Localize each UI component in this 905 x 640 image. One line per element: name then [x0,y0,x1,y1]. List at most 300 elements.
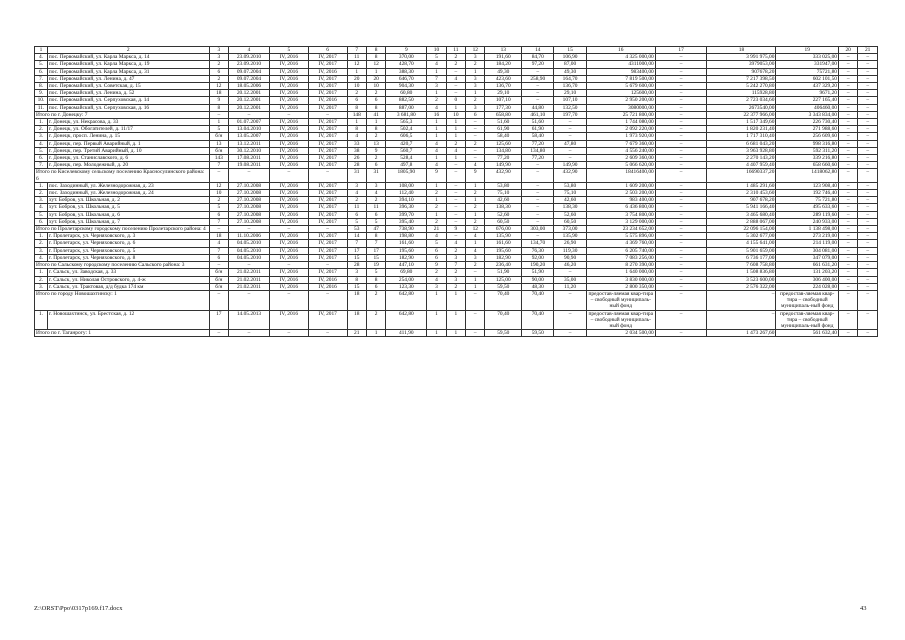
table-cell: – [858,140,878,147]
column-number: 10 [427,47,446,54]
table-cell: 60,80 [386,90,427,97]
table-row [35,182,878,189]
table-cell: 12 [209,83,228,90]
table-cell: 10. [35,97,48,104]
table-cell: 164,70 [554,75,586,82]
table-cell: 9 [446,226,465,233]
table-cell: 2. [35,190,48,197]
table-cell: – [858,162,878,169]
table-cell: 161,60 [485,240,522,247]
table-cell: 3080000,00 [586,104,655,111]
table-cell: 1 [466,276,485,283]
table-cell: IV, 2016 [308,283,347,290]
table-cell: 15 [366,254,385,261]
table-cell: – [655,197,707,204]
table-cell: 2 [347,90,366,97]
table-cell: – [858,182,878,189]
table-cell: 2 [466,97,485,104]
table-cell: 2 310 453,60 [707,190,776,197]
table-cell: 7 [366,240,385,247]
table-cell: 7. [35,75,48,82]
table-cell: 28 [347,162,366,169]
table-cell: – [655,290,707,310]
table-cell: 87,00 [554,61,586,68]
table-cell: 4 556 240,00 [586,147,655,154]
address-cell: пос. Первомайский, ул. Серпуховская, д. 16 [47,104,209,111]
table-row [35,147,878,154]
table-cell: 907 678,20 [707,197,776,204]
table-cell: 177,30 [485,104,522,111]
table-cell: 428,70 [386,61,427,68]
table-cell: IV, 2016 [269,75,308,82]
table-cell: 1 [427,68,446,75]
table-cell: 7 [347,240,366,247]
table-cell: 1 [466,240,485,247]
table-cell: 6 [466,111,485,118]
table-cell: 3 [466,254,485,261]
table-cell: 6 [209,211,228,218]
table-cell: – [838,240,857,247]
table-cell: 1418062,80 [776,169,839,182]
table-cell: – [522,97,554,104]
table-cell: 44,80 [522,104,554,111]
table-cell: – [838,54,857,61]
table-cell: 2 503 200,00 [586,190,655,197]
table-cell: 7 [446,262,465,269]
table-cell: – [858,126,878,133]
table-cell: IV, 2017 [308,54,347,61]
table-cell: 17 [366,247,385,254]
table-cell: 339 216,80 [776,155,839,162]
table-row [35,254,878,261]
table-cell: – [838,126,857,133]
table-cell: 1 640 000,00 [586,269,655,276]
table-cell: – [229,330,270,337]
table-cell: IV, 2017 [308,310,347,330]
table-cell: 5 901 659,00 [707,247,776,254]
table-cell: 60,50 [554,218,586,225]
table-cell: – [858,276,878,283]
column-number: 6 [308,47,347,54]
table-cell: IV, 2017 [308,162,347,169]
table-cell: – [446,169,465,182]
table-cell: IV, 2016 [269,269,308,276]
table-cell: 4 [466,233,485,240]
table-cell: – [655,226,707,233]
table-cell: 31 [347,169,366,182]
table-cell: – [209,262,228,269]
table-cell: 4311000,00 [586,61,655,68]
table-cell: 592 311,20 [776,147,839,154]
column-number: 19 [776,47,839,54]
table-cell: 11 [366,204,385,211]
table-cell: 4 [427,104,446,111]
table-cell: 642,80 [386,290,427,310]
table-cell: 423,60 [485,75,522,82]
table-cell: 6. [35,218,48,225]
table-cell: 2 [366,290,385,310]
table-cell: – [655,140,707,147]
table-cell: 29,10 [485,90,522,97]
table-cell: IV, 2016 [269,119,308,126]
subtotal-row [35,226,878,233]
table-cell: IV, 2016 [269,126,308,133]
table-cell: 7 [209,247,228,254]
table-cell: 4 [446,75,465,82]
table-cell: 04.05.2010 [229,247,270,254]
table-cell: 13 [366,140,385,147]
table-cell: 1 [366,68,385,75]
table-cell: 21 [427,226,446,233]
table-cell: 1 [427,155,446,162]
table-cell: – [655,90,707,97]
table-cell: 7 608 758,80 [707,262,776,269]
table-cell: 3 [466,54,485,61]
table-cell: IV, 2017 [308,119,347,126]
page-number: 43 [860,605,867,612]
table-cell: 2 [427,269,446,276]
table-cell: – [466,133,485,140]
table-cell: 161,60 [386,240,427,247]
column-number: 8 [366,47,385,54]
table-cell: 53,80 [554,182,586,189]
table-cell: – [838,197,857,204]
table-cell: 77,20 [522,155,554,162]
table-cell: 432,90 [485,169,522,182]
table-cell: 13.12.2011 [229,140,270,147]
table-cell: 21.02.2011 [229,269,270,276]
table-cell: 182,90 [386,254,427,261]
table-cell: – [269,290,308,310]
table-cell: 192 746,40 [776,190,839,197]
table-cell: 108,00 [386,182,427,189]
table-cell: 12 [466,226,485,233]
subtotal-label: Итого по Пролетарскому городскому поселению Пролетарского района: 4 [35,226,210,233]
table-cell: IV, 2017 [308,90,347,97]
table-cell: 256 609,60 [776,133,839,140]
table-cell: IV, 2017 [308,204,347,211]
table-cell: – [446,162,465,169]
table-cell: 3. [35,197,48,204]
table-cell: – [308,290,347,310]
table-cell: 1 [366,119,385,126]
table-cell: 6 [427,247,446,254]
table-cell: 7 [209,162,228,169]
table-cell: 4 [446,240,465,247]
table-cell: – [858,111,878,118]
table-cell: 3 [366,182,385,189]
table-cell: 4 [366,190,385,197]
table-row [35,211,878,218]
table-cell: 9 [466,169,485,182]
table-cell: – [838,211,857,218]
address-cell: пос. Первомайский, ул. Серпуховская, д. 14 [47,97,209,104]
table-cell: – [655,211,707,218]
table-cell: 22 377 966,00 [707,111,776,118]
table-cell: 4 [427,61,446,68]
column-number: 16 [586,47,655,54]
table-cell: – [308,226,347,233]
table-cell: IV, 2016 [269,104,308,111]
table-cell: 112,40 [386,190,427,197]
table-cell: – [858,254,878,261]
table-cell: 26,90 [554,240,586,247]
table-cell: 70,40 [522,310,554,330]
table-cell: 373,00 [554,226,586,233]
table-cell: 123 908,40 [776,182,839,189]
table-cell: 1. [35,310,48,330]
table-cell: – [838,204,857,211]
table-cell: – [466,147,485,154]
table-cell: 1 [446,119,465,126]
table-cell: 46,20 [554,262,586,269]
table-cell: 4 [427,162,446,169]
table-cell: 119,30 [554,247,586,254]
address-cell: г. Донецк, пер. Первый Аварийный, д. 1 [47,140,209,147]
table-cell: 15 [347,254,366,261]
address-cell: г. Донецк, ул. Некрасова, д. 33 [47,119,209,126]
table-cell: – [838,233,857,240]
table-cell: 4 [427,233,446,240]
table-cell: 2 [427,190,446,197]
table-cell: 2 [427,97,446,104]
table-cell: IV, 2017 [308,140,347,147]
table-cell: 676,00 [485,226,522,233]
table-cell: – [522,190,554,197]
table-cell: 8 270 390,00 [586,262,655,269]
table-cell: – [838,147,857,154]
table-cell: 2 [446,140,465,147]
table-cell: IV, 2016 [269,83,308,90]
table-cell: б/н [209,276,228,283]
table-cell: – [838,155,857,162]
table-cell: 5 [209,204,228,211]
table-row [35,218,878,225]
column-number: 14 [522,47,554,54]
address-cell: хут. Бобров, ул. Школьная, д. 7 [47,218,209,225]
table-cell: IV, 2016 [269,204,308,211]
table-cell: – [838,97,857,104]
table-cell: – [229,111,270,118]
table-cell: 30.12.2010 [229,147,270,154]
table-cell: 149,90 [485,162,522,169]
table-cell: – [229,262,270,269]
table-cell: 53 [347,226,366,233]
table-cell: – [655,97,707,104]
table-cell: 437 329,20 [776,83,839,90]
table-cell: 8 [347,276,366,283]
table-cell: 560,7 [386,147,427,154]
table-cell: – [655,310,707,330]
table-cell: 447,10 [386,262,427,269]
table-cell: 502,4 [386,126,427,133]
table-row [35,269,878,276]
table-cell: 4 [427,276,446,283]
table-cell: IV, 2017 [308,211,347,218]
table-cell: – [308,169,347,182]
table-cell: – [858,75,878,82]
table-cell: 27.10.2008 [229,204,270,211]
table-cell: 23.09.2010 [229,61,270,68]
table-cell: 134,70 [522,240,554,247]
table-cell: – [858,262,878,269]
table-cell: – [466,269,485,276]
address-cell: пос. Заходинный, ул. Железнодорожная, д. 23 [47,182,209,189]
column-number: 3 [209,47,228,54]
table-cell: 2 [427,204,446,211]
table-cell: – [522,162,554,169]
table-cell: 432,90 [554,169,586,182]
table-cell: IV, 2017 [308,61,347,68]
table-cell: – [554,155,586,162]
table-cell: IV, 2016 [308,68,347,75]
table-cell: – [838,140,857,147]
table-cell: 7 083 256,00 [586,254,655,261]
table-cell: 2 609 360,00 [586,155,655,162]
table-cell: 1 [466,68,485,75]
table-cell: IV, 2017 [308,147,347,154]
table-cell: 5 679 600,00 [586,83,655,90]
table-cell: IV, 2016 [269,247,308,254]
table-cell: IV, 2016 [269,276,308,283]
table-cell: IV, 2016 [269,240,308,247]
table-cell: IV, 2017 [308,247,347,254]
table-cell: – [858,155,878,162]
address-cell: г. Пролетарск, ул. Черняховского, д. 3 [47,233,209,240]
table-cell: 2 [446,269,465,276]
table-cell: – [858,269,878,276]
table-cell: 12 [209,182,228,189]
table-cell: – [554,133,586,140]
table-cell: 123,30 [386,283,427,290]
table-cell: 461,10 [522,111,554,118]
table-cell: 69,80 [386,269,427,276]
table-cell: – [858,90,878,97]
table-cell: 271 988,60 [776,126,839,133]
table-cell: 1 [347,68,366,75]
table-cell: 3 [347,182,366,189]
table-cell: 1. [35,269,48,276]
table-cell: 4 [446,147,465,154]
table-cell: 1 [427,133,446,140]
table-cell: 33 [347,140,366,147]
table-cell: IV, 2017 [308,104,347,111]
table-cell: 15 [347,283,366,290]
table-cell: 17 [347,247,366,254]
table-cell: – [655,68,707,75]
table-cell: 3. [35,247,48,254]
column-number: 13 [485,47,522,54]
table-cell: – [522,233,554,240]
table-cell: 882,50 [386,97,427,104]
table-cell: 42,60 [485,197,522,204]
table-cell: 406460,00 [776,104,839,111]
table-cell: IV, 2017 [308,133,347,140]
table-cell: 58,40 [522,133,554,140]
table-cell: 198,80 [386,233,427,240]
table-row [35,204,878,211]
table-cell: 3 129 000,00 [586,218,655,225]
table-cell: 3979053,00 [707,61,776,68]
table-cell: 2 800 350,00 [586,283,655,290]
table-cell: – [554,269,586,276]
table-cell: IV, 2016 [269,68,308,75]
table-cell: 254,00 [386,276,427,283]
table-cell: IV, 2016 [269,254,308,261]
table-cell: 4 [466,247,485,254]
table-cell: – [858,54,878,61]
column-number: 11 [446,47,465,54]
table-cell: 197,70 [554,111,586,118]
table-cell: – [209,111,228,118]
table-cell: 14 [347,233,366,240]
table-cell: 240 933,00 [776,218,839,225]
table-cell: – [209,226,228,233]
table-cell: 16 [427,111,446,118]
table-cell: 11.10.2006 [229,233,270,240]
table-cell: – [446,182,465,189]
table-cell: – [655,283,707,290]
table-cell: 602 101,50 [776,75,839,82]
table-cell: 60,50 [485,218,522,225]
table-cell: 77,20 [522,140,554,147]
table-cell: 13.05.2007 [229,133,270,140]
table-cell: 1 [427,182,446,189]
table-cell: – [838,75,857,82]
table-cell: б/н [209,133,228,140]
table-cell: 11 [347,54,366,61]
table-cell: 2 [427,218,446,225]
table-cell: 289 119,60 [776,211,839,218]
table-cell: 1 [427,330,446,337]
table-cell: 182,90 [485,254,522,261]
table-cell: – [466,155,485,162]
table-cell: 4. [35,54,48,61]
table-cell: 6 736 177,00 [707,254,776,261]
table-cell: 5. [35,61,48,68]
table-cell: 6. [35,68,48,75]
column-number: 15 [554,47,586,54]
table-cell: IV, 2017 [308,254,347,261]
table-cell: 9 [209,97,228,104]
table-cell: 18.05.2006 [229,83,270,90]
table-cell: 5 066 620,00 [586,162,655,169]
table-cell: – [858,204,878,211]
table-cell: IV, 2017 [308,218,347,225]
table-cell: IV, 2016 [269,197,308,204]
table-cell: – [446,90,465,97]
table-cell: 8 [347,104,366,111]
table-cell: – [858,197,878,204]
table-cell: – [838,330,857,337]
table-cell: 19 [366,262,385,269]
table-cell: – [522,169,554,182]
table-cell: 6 [347,211,366,218]
table-cell: 6 [366,283,385,290]
table-cell: 107,10 [554,97,586,104]
document-path: Z:\ORST\Ppo\0317p169.f17.docx [34,605,123,612]
column-number: 9 [386,47,427,54]
table-cell: 149,90 [554,162,586,169]
table-cell: 8 [366,276,385,283]
address-cell: хут. Бобров, ул. Школьная, д. 5 [47,204,209,211]
table-cell: 58,40 [485,133,522,140]
table-cell: 6 205 740,00 [586,247,655,254]
table-cell: 1 [466,182,485,189]
table-row [35,97,878,104]
table-cell: 3 [427,283,446,290]
address-cell: г. Донецк, просп. Ленина, д. 15 [47,133,209,140]
